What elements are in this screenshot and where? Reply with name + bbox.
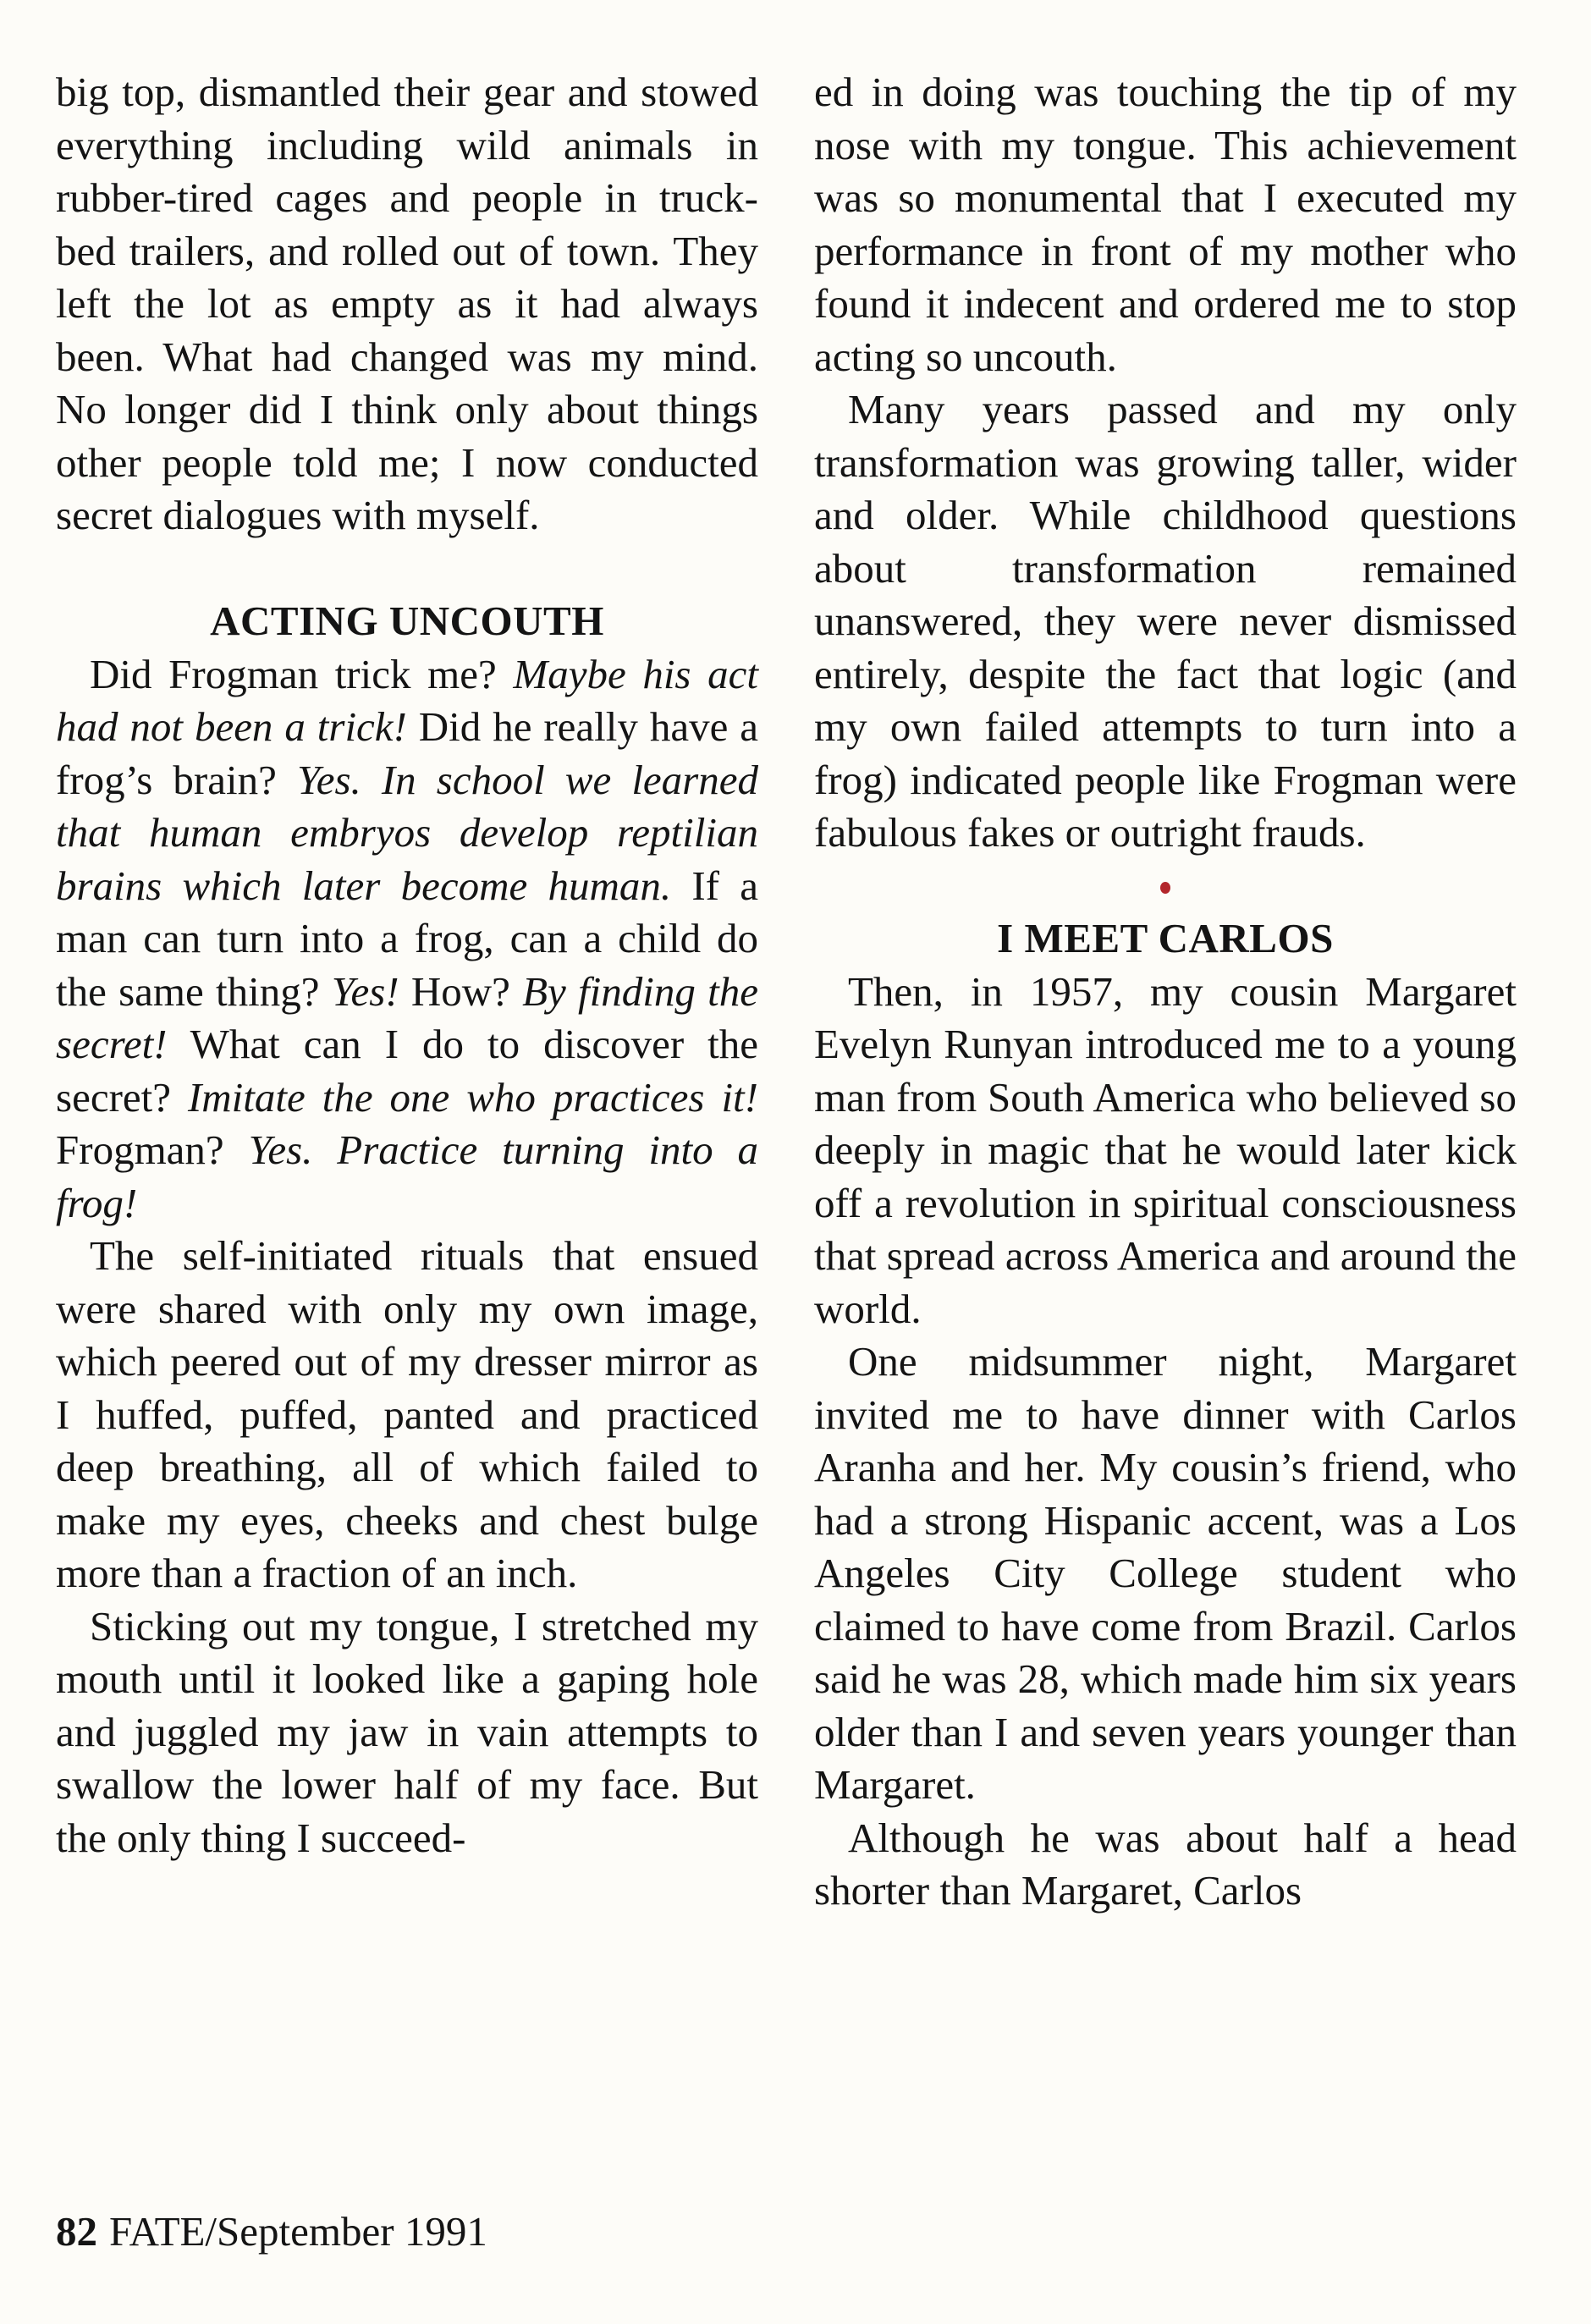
section-heading-acting-uncouth: ACTING UNCOUTH [210, 598, 604, 644]
text-run: How? [399, 967, 523, 1015]
paragraph: ed in doing was touching the tip of my nose with my tongue. This achievement was so monumental that I executed my performance in front of my mother who found it indecent and ordered me to stop acting so uncouth. [814, 69, 1517, 380]
section-divider-bullet-icon [814, 860, 1517, 913]
italic-text-run: Yes. In school we learned that human embryos develop reptilian brains which later become human. [56, 756, 758, 909]
italic-text-run: Yes. Practice turning into a frog! [56, 1126, 758, 1226]
publication-issue: FATE/September 1991 [109, 2208, 487, 2255]
paragraph: Many years passed and my only transformation was growing taller, wider and older. While childhood questions about transformation remained unanswered, they were never dismissed entirely, despite the fact that logic (and my own failed attempts to turn into a frog) indicated people like Frogman were fabulous fakes or outright frauds. [814, 386, 1517, 856]
paragraph: The self-initiated rituals that ensued were shared with only my own image, which peered out of my dresser mirror as I huffed, puffed, panted and practiced deep breathing, all of which failed to make my eyes, cheeks and chest bulge more than a fraction of an inch. [56, 1232, 758, 1596]
section-heading-i-meet-carlos: I MEET CARLOS [997, 915, 1334, 961]
text-run: Frogman? [56, 1126, 249, 1173]
paragraph: One midsummer night, Margaret invited me to have dinner with Carlos Aranha and her. My cousin’s friend, who had a strong Hispanic accent, was a Los Angeles City College student who claimed to have come from Brazil. Carlos said he was 28, which made him six years older than I and seven years younger than Margaret. [814, 1338, 1517, 1808]
text-run: What can I do to discover the secret? [56, 1021, 758, 1121]
paragraph: Sticking out my tongue, I stretched my mouth until it looked like a gaping hole and juggled my jaw in vain attempts to swallow the lower half of my face. But the only thing I succeed- [56, 1602, 758, 1861]
italic-text-run: By finding the secret! [56, 967, 758, 1067]
text-run: If a man can turn into a frog, can a child do the same thing? [56, 862, 758, 1015]
text-run: Did Frogman trick me? [90, 650, 514, 697]
paragraph [56, 648, 758, 1231]
spacer [56, 542, 758, 596]
text-run: Did he really have a frog’s brain? [56, 703, 758, 803]
page-footer [56, 2206, 487, 2258]
paragraph: big top, dismantled their gear and stowed everything including wild animals in rubber-tired cages and people in truck-bed trailers, and rolled out of town. They left the lot as empty as it had always been. What had changed was my mind. No longer did I think only about things other people told me; I now conducted secret dialogues with myself. [56, 69, 758, 538]
paragraph: Although he was about half a head shorter than Margaret, Carlos [814, 1814, 1517, 1914]
page-number: 82 [56, 2208, 97, 2255]
right-column [814, 66, 1517, 1918]
italic-text-run: Imitate the one who practices it! [187, 1073, 758, 1121]
italic-text-run: Yes! [331, 967, 399, 1015]
italic-text-run: Maybe his act had not been a trick! [56, 650, 758, 750]
left-column [56, 66, 758, 1864]
paragraph: Then, in 1957, my cousin Margaret Evelyn Runyan introduced me to a young man from South America who believed so deeply in magic that he would later kick off a revolution in spiritual consciousness that spread across America and around the world. [814, 967, 1517, 1332]
